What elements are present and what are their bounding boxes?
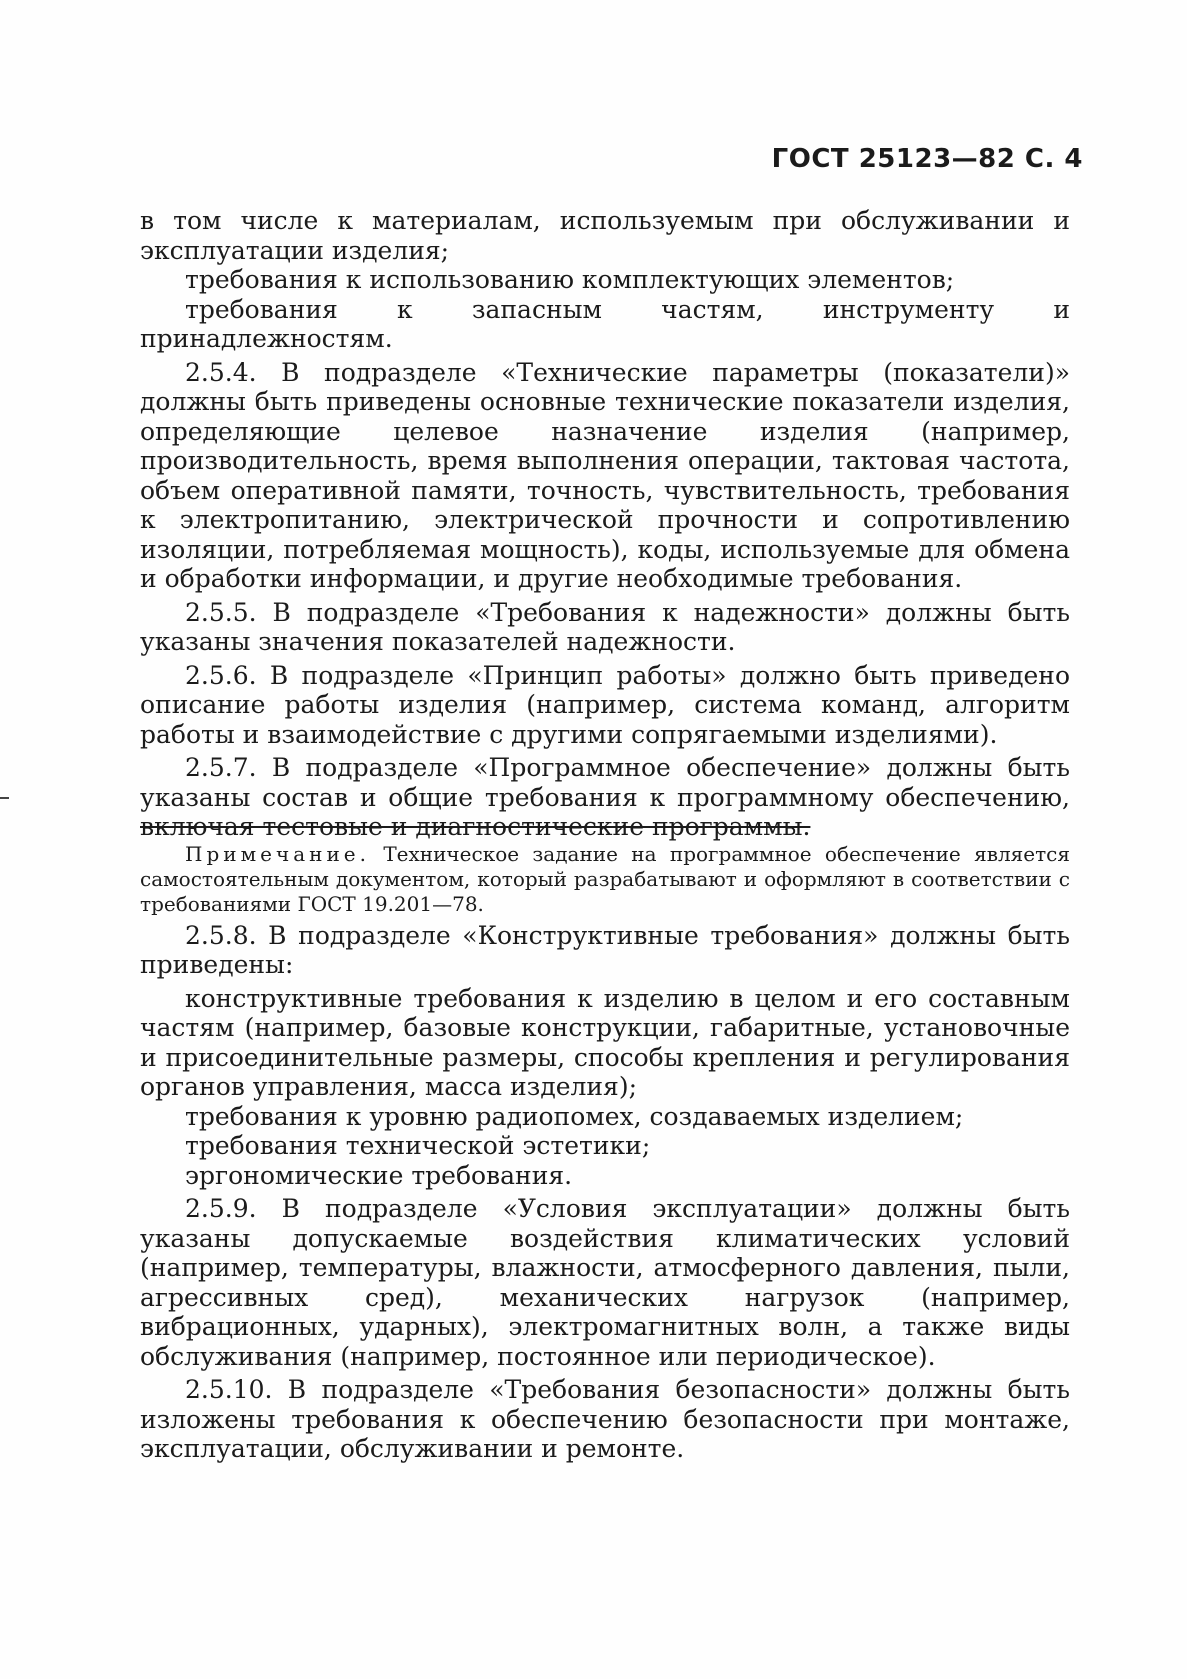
paragraph-materials: в том числе к материалам, используемым при обслуживании и эксплуатации изделия; — [140, 206, 1070, 265]
section-2-5-7-text: 2.5.7. В подразделе «Программное обеспечение» должны быть указаны состав и общие требования к программному обеспечению, — [140, 753, 1070, 812]
section-2-5-8-design: конструктивные требования к изделию в целом и его составным частям (например, базовые конструкции, габаритные, установочные и присоединительные размеры, способы крепления и регулирования органов управления, масса изделия); — [140, 983, 1070, 1101]
list-item-components: требования к использованию комплектующих элементов; — [185, 265, 955, 294]
section-2-5-9: 2.5.9. В подразделе «Условия эксплуатации» должны быть указаны допускаемые воздействия климатических условий (например, температуры, влажности, атмосферного давления, пыли, агрессивных сред), механических нагрузок (например, вибрационных, ударных), электромагнитных волн, а также виды обслуживания (например, постоянное или периодическое). — [140, 1194, 1070, 1371]
section-2-5-7-struck-text: включая тестовые и диагностические программы. — [140, 812, 811, 841]
edge-mark — [0, 797, 9, 799]
section-2-5-8-radio: требования к уровню радиопомех, создаваемых изделием; — [185, 1101, 964, 1131]
note-text: Техническое задание на программное обеспечение является самостоятельным документом, который разрабатывают и оформляют в соответствии с требованиями ГОСТ 19.201—78. — [140, 841, 1070, 916]
section-2-5-4: 2.5.4. В подразделе «Технические параметры (показатели)» должны быть приведены основные технические показатели изделия, определяющие целевое назначение изделия (например, производительность, время выполнения операции, тактовая частота, объем оперативной памяти, точность, чувствительность, требования к электропитанию, электрической прочности и сопротивлению изоляции, потребляемая мощность), коды, используемые для обмена и обработки информации, и другие необходимые требования. — [140, 357, 1070, 593]
running-header: ГОСТ 25123—82 С. 4 — [771, 144, 1083, 174]
section-2-5-8-ergonomics: эргономические требования. — [185, 1160, 573, 1190]
list-item-spare-parts: требования к запасным частям, инструменту и принадлежностям. — [140, 294, 1070, 353]
section-2-5-8: 2.5.8. В подразделе «Конструктивные требования» должны быть приведены: — [140, 920, 1070, 979]
section-2-5-6: 2.5.6. В подразделе «Принцип работы» должно быть приведено описание работы изделия (например, система команд, алгоритм работы и взаимодействие с другими сопрягаемыми изделиями). — [140, 660, 1070, 749]
document-body — [140, 206, 1070, 1464]
note — [140, 842, 1070, 917]
section-2-5-5: 2.5.5. В подразделе «Требования к надежности» должны быть указаны значения показателей надежности. — [140, 597, 1070, 656]
section-2-5-10: 2.5.10. В подразделе «Требования безопасности» должны быть изложены требования к обеспечению безопасности при монтаже, эксплуатации, обслуживании и ремонте. — [140, 1375, 1070, 1463]
section-2-5-7 — [140, 753, 1070, 842]
section-2-5-8-aesthetics: требования технической эстетики; — [185, 1131, 651, 1160]
note-label: Примечание. — [185, 841, 370, 866]
